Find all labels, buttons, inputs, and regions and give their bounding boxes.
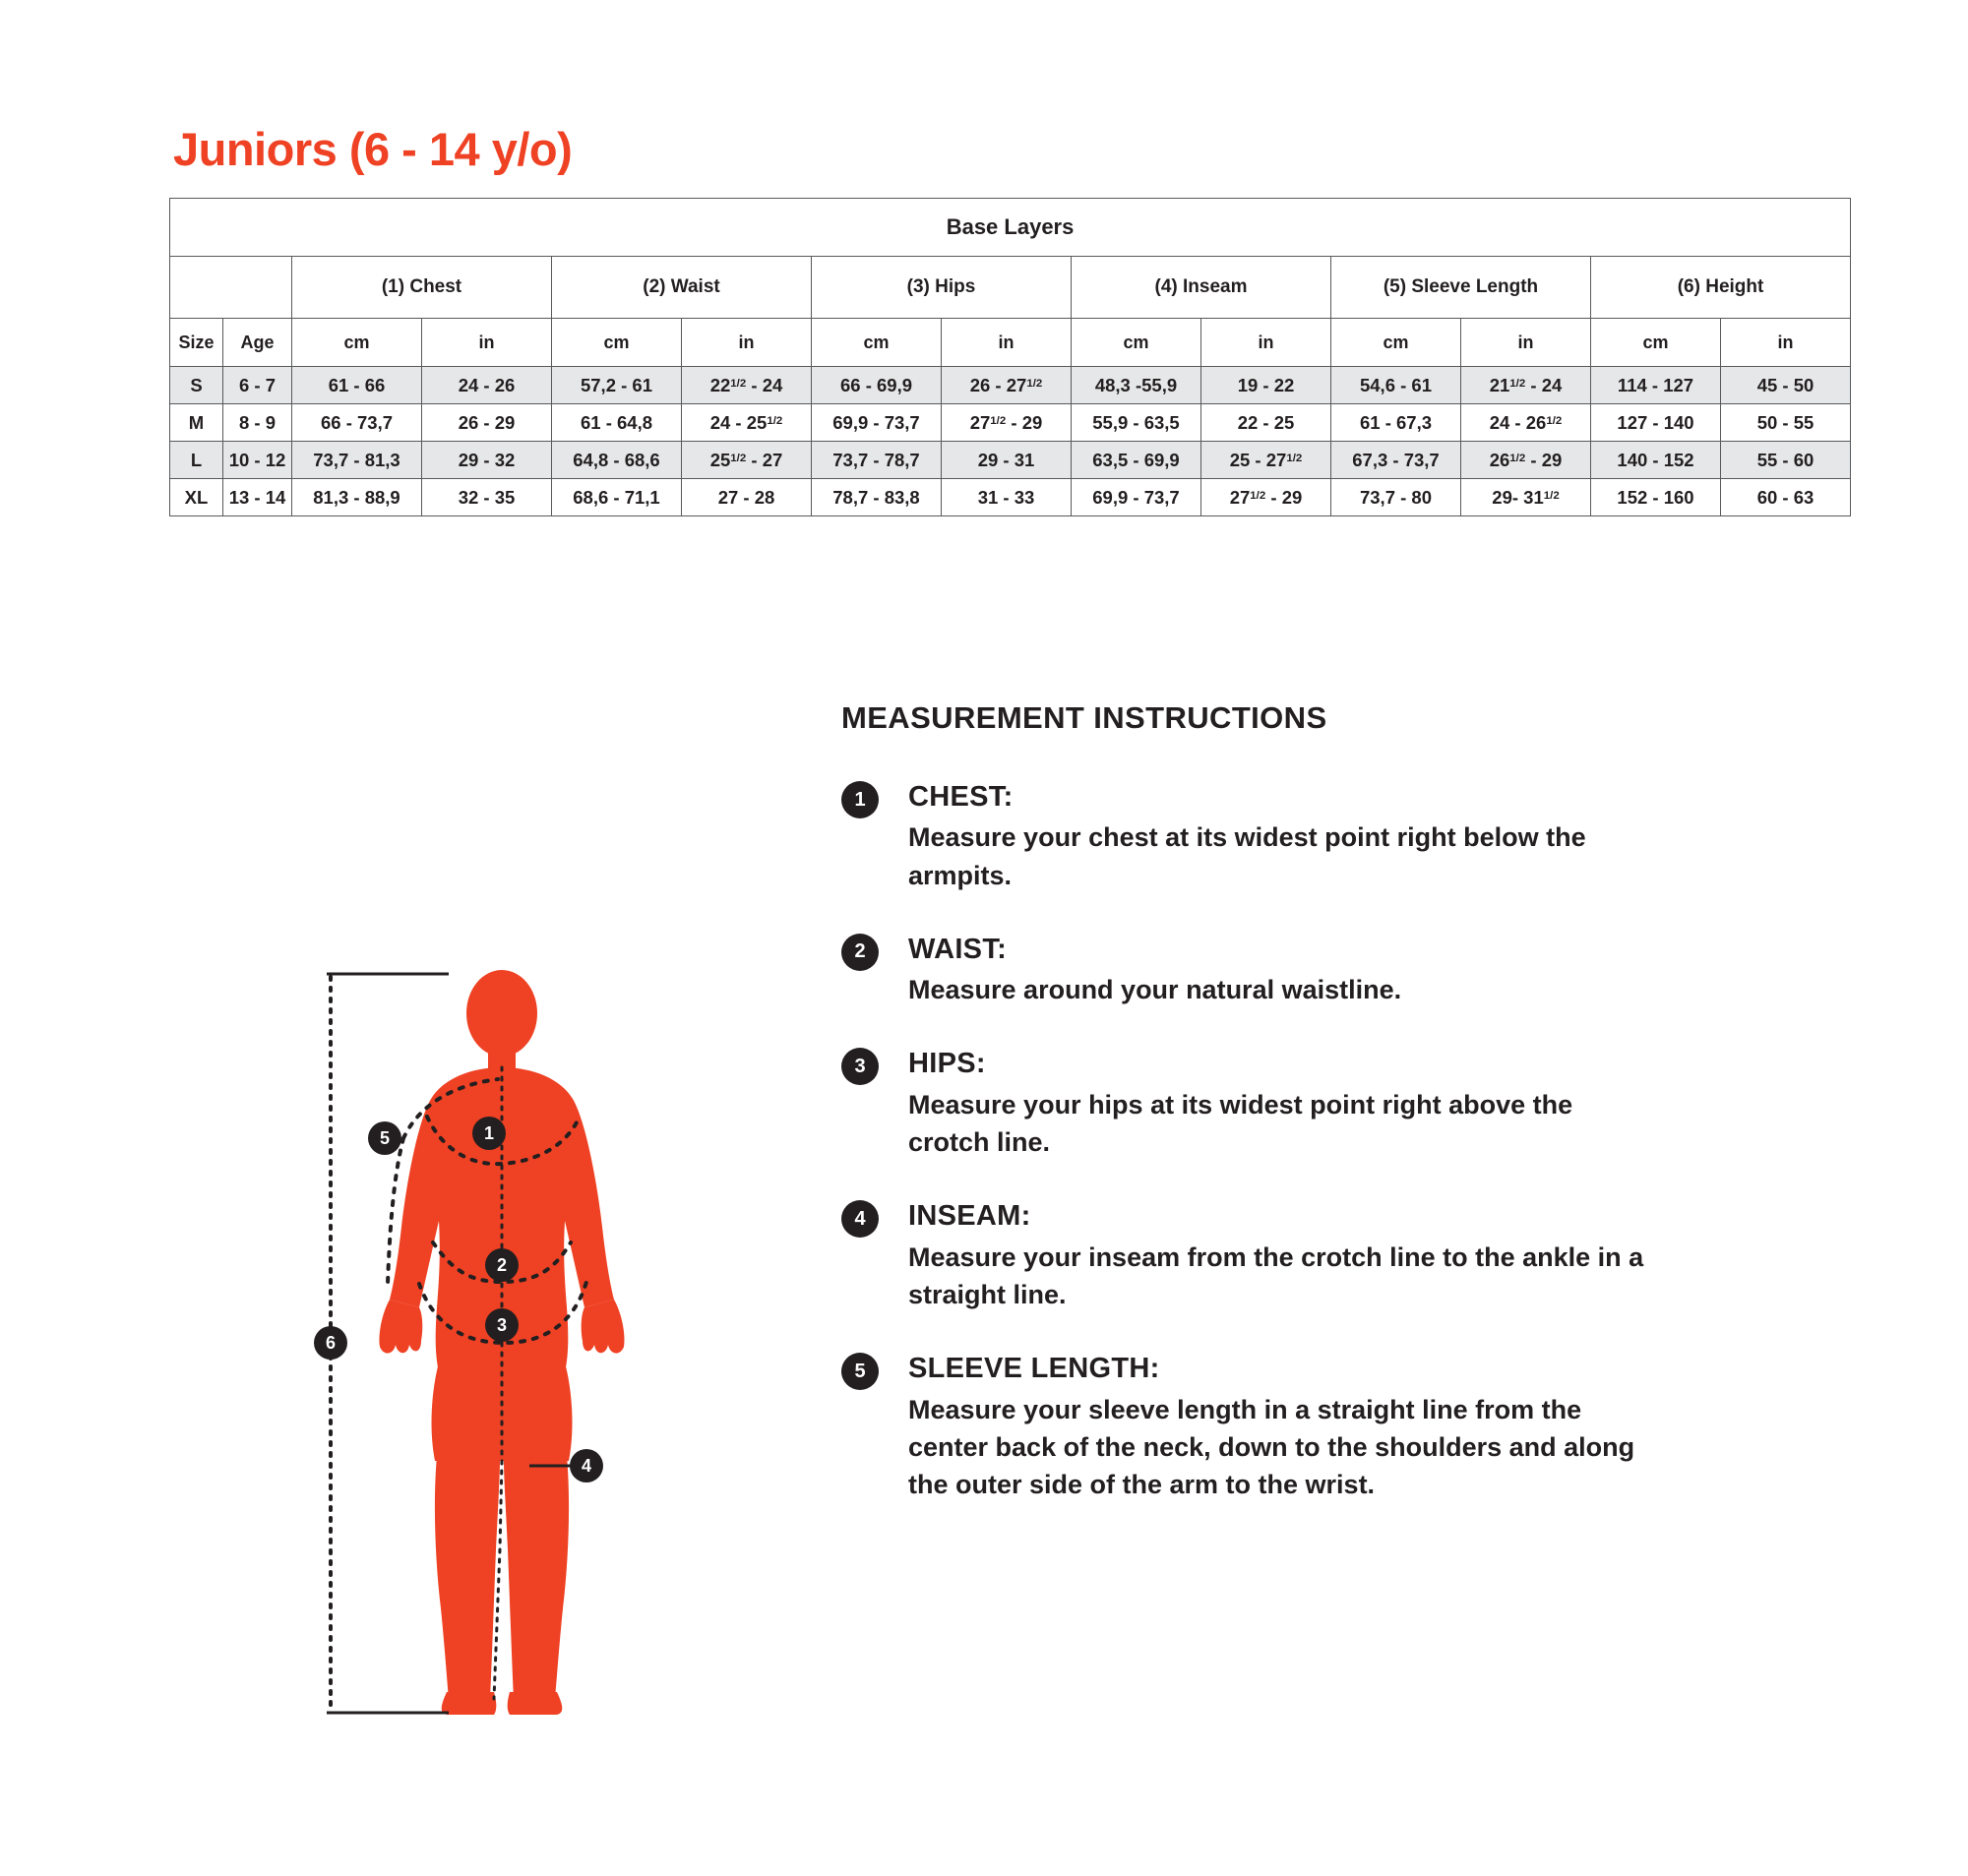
header-height-cm: cm xyxy=(1591,319,1721,367)
body-diagram xyxy=(325,969,787,1717)
figure-badge-2-icon: 2 xyxy=(485,1248,519,1282)
instruction-label: CHEST: xyxy=(908,781,1014,813)
cell-sleeve-in: $24 - 26^{1/2}$ xyxy=(1461,404,1591,442)
cell-age: 10 - 12 xyxy=(223,442,292,479)
header-chest-cm: cm xyxy=(292,319,422,367)
header-inseam-in: in xyxy=(1201,319,1331,367)
header-inseam-cm: cm xyxy=(1072,319,1201,367)
cell-waist-in: $24 - 25^{1/2}$ xyxy=(682,404,812,442)
cell-size: S xyxy=(170,367,223,404)
table-unit-header-row xyxy=(170,319,1851,367)
header-sleeve-in: in xyxy=(1461,319,1591,367)
header-age: Age xyxy=(223,319,292,367)
instruction-text: Measure around your natural waistline. xyxy=(908,975,1402,1005)
cell-waist-in: 27 - 28 xyxy=(682,479,812,516)
instruction-hips xyxy=(841,1046,1658,1161)
table-row xyxy=(170,367,1851,404)
instruction-label: SLEEVE LENGTH: xyxy=(908,1353,1160,1385)
cell-hips-cm: 69,9 - 73,7 xyxy=(812,404,942,442)
instruction-label: WAIST: xyxy=(908,933,1008,965)
cell-age: 13 - 14 xyxy=(223,479,292,516)
badge-1-icon: 1 xyxy=(841,781,879,818)
cell-sleeve-in: $26^{1/2} - 29$ xyxy=(1461,442,1591,479)
group-header-inseam: (4) Inseam xyxy=(1072,257,1331,319)
cell-chest-cm: 81,3 - 88,9 xyxy=(292,479,422,516)
figure-badge-1-icon: 1 xyxy=(472,1117,506,1150)
cell-waist-cm: 61 - 64,8 xyxy=(552,404,682,442)
group-header-hips: (3) Hips xyxy=(812,257,1072,319)
instruction-waist xyxy=(841,932,1658,1009)
badge-4-icon: 4 xyxy=(841,1200,879,1238)
instruction-sleeve-length xyxy=(841,1351,1658,1503)
figure-badge-4-icon: 4 xyxy=(570,1449,603,1483)
group-header-sleeve: (5) Sleeve Length xyxy=(1331,257,1591,319)
cell-chest-in: 26 - 29 xyxy=(422,404,552,442)
cell-height-in: 50 - 55 xyxy=(1721,404,1851,442)
instruction-text: Measure your sleeve length in a straight line from the center back of the neck, down to the shoulders and along the outer side of the arm to the wrist. xyxy=(908,1394,1635,1500)
cell-sleeve-cm: 67,3 - 73,7 xyxy=(1331,442,1461,479)
figure-badge-5-icon: 5 xyxy=(368,1121,401,1155)
header-hips-cm: cm xyxy=(812,319,942,367)
cell-hips-cm: 73,7 - 78,7 xyxy=(812,442,942,479)
cell-height-cm: 114 - 127 xyxy=(1591,367,1721,404)
cell-height-in: 60 - 63 xyxy=(1721,479,1851,516)
instruction-text: Measure your inseam from the crotch line to the ankle in a straight line. xyxy=(908,1241,1644,1309)
table-group-header-row xyxy=(170,257,1851,319)
cell-waist-in: $22^{1/2} - 24$ xyxy=(682,367,812,404)
cell-height-in: 55 - 60 xyxy=(1721,442,1851,479)
cell-chest-cm: 66 - 73,7 xyxy=(292,404,422,442)
cell-sleeve-cm: 61 - 67,3 xyxy=(1331,404,1461,442)
cell-inseam-cm: 48,3 -55,9 xyxy=(1072,367,1201,404)
cell-hips-cm: 66 - 69,9 xyxy=(812,367,942,404)
table-row xyxy=(170,442,1851,479)
table-category-label: Base Layers xyxy=(170,199,1851,257)
cell-chest-in: 32 - 35 xyxy=(422,479,552,516)
group-header-chest: (1) Chest xyxy=(292,257,552,319)
header-height-in: in xyxy=(1721,319,1851,367)
instruction-inseam xyxy=(841,1198,1658,1313)
cell-waist-in: $25^{1/2} - 27$ xyxy=(682,442,812,479)
cell-inseam-cm: 63,5 - 69,9 xyxy=(1072,442,1201,479)
cell-inseam-in: $27^{1/2} - 29$ xyxy=(1201,479,1331,516)
size-table-container xyxy=(169,198,1814,516)
cell-sleeve-in: 29- $31^{1/2}$ xyxy=(1461,479,1591,516)
figure-badge-6-icon: 6 xyxy=(314,1326,347,1360)
instruction-chest xyxy=(841,779,1658,894)
cell-hips-in: $27^{1/2} - 29$ xyxy=(942,404,1072,442)
cell-height-cm: 140 - 152 xyxy=(1591,442,1721,479)
instruction-label: INSEAM: xyxy=(908,1200,1031,1233)
cell-inseam-cm: 69,9 - 73,7 xyxy=(1072,479,1201,516)
table-row xyxy=(170,479,1851,516)
cell-waist-cm: 68,6 - 71,1 xyxy=(552,479,682,516)
cell-size: L xyxy=(170,442,223,479)
badge-3-icon: 3 xyxy=(841,1048,879,1085)
badge-5-icon: 5 xyxy=(841,1353,879,1390)
cell-size: M xyxy=(170,404,223,442)
group-header-blank xyxy=(170,257,292,319)
cell-hips-cm: 78,7 - 83,8 xyxy=(812,479,942,516)
cell-chest-in: 24 - 26 xyxy=(422,367,552,404)
header-hips-in: in xyxy=(942,319,1072,367)
body-figure-svg xyxy=(325,969,787,1717)
cell-waist-cm: 57,2 - 61 xyxy=(552,367,682,404)
cell-height-cm: 127 - 140 xyxy=(1591,404,1721,442)
cell-sleeve-cm: 73,7 - 80 xyxy=(1331,479,1461,516)
table-row xyxy=(170,404,1851,442)
badge-2-icon: 2 xyxy=(841,934,879,971)
cell-height-cm: 152 - 160 xyxy=(1591,479,1721,516)
group-header-height: (6) Height xyxy=(1591,257,1851,319)
page-title: Juniors (6 - 14 y/o) xyxy=(173,123,573,175)
cell-hips-in: $26 - 27^{1/2}$ xyxy=(942,367,1072,404)
cell-chest-in: 29 - 32 xyxy=(422,442,552,479)
instructions-heading: MEASUREMENT INSTRUCTIONS xyxy=(841,700,1327,735)
cell-chest-cm: 73,7 - 81,3 xyxy=(292,442,422,479)
figure-badge-3-icon: 3 xyxy=(485,1308,519,1342)
instruction-text: Measure your hips at its widest point right above the crotch line. xyxy=(908,1089,1573,1158)
cell-inseam-in: $25 - 27^{1/2}$ xyxy=(1201,442,1331,479)
cell-waist-cm: 64,8 - 68,6 xyxy=(552,442,682,479)
cell-age: 6 - 7 xyxy=(223,367,292,404)
cell-inseam-in: 22 - 25 xyxy=(1201,404,1331,442)
cell-sleeve-cm: 54,6 - 61 xyxy=(1331,367,1461,404)
header-waist-cm: cm xyxy=(552,319,682,367)
cell-height-in: 45 - 50 xyxy=(1721,367,1851,404)
cell-age: 8 - 9 xyxy=(223,404,292,442)
cell-hips-in: 29 - 31 xyxy=(942,442,1072,479)
instruction-label: HIPS: xyxy=(908,1048,986,1080)
cell-inseam-cm: 55,9 - 63,5 xyxy=(1072,404,1201,442)
header-chest-in: in xyxy=(422,319,552,367)
cell-hips-in: 31 - 33 xyxy=(942,479,1072,516)
cell-size: XL xyxy=(170,479,223,516)
header-waist-in: in xyxy=(682,319,812,367)
cell-sleeve-in: $21^{1/2} - 24$ xyxy=(1461,367,1591,404)
cell-inseam-in: 19 - 22 xyxy=(1201,367,1331,404)
cell-chest-cm: 61 - 66 xyxy=(292,367,422,404)
header-sleeve-cm: cm xyxy=(1331,319,1461,367)
table-category-row xyxy=(170,199,1851,257)
header-size: Size xyxy=(170,319,223,367)
measurement-instructions xyxy=(841,700,1658,1542)
instruction-text: Measure your chest at its widest point right below the armpits. xyxy=(908,822,1586,890)
group-header-waist: (2) Waist xyxy=(552,257,812,319)
size-chart-table xyxy=(169,198,1851,516)
